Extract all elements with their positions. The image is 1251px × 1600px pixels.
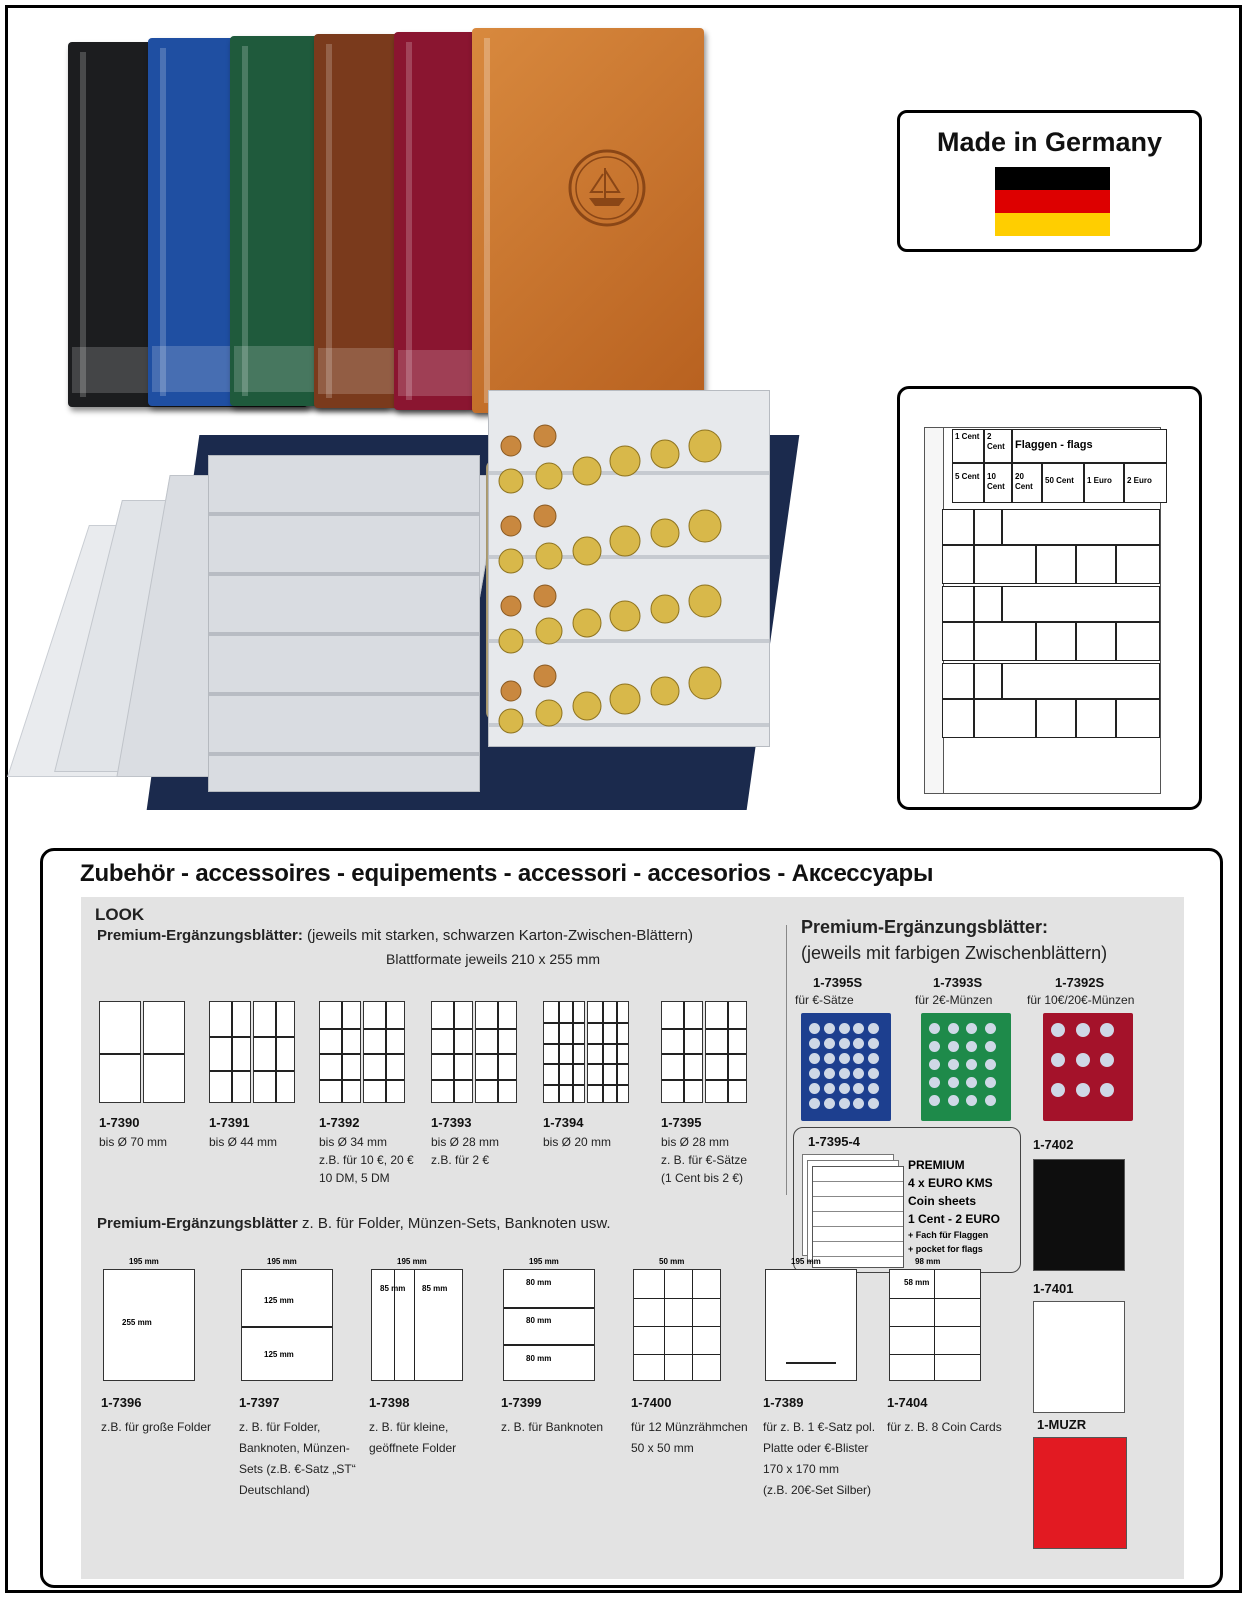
kms-code: 1-7395-4 bbox=[808, 1134, 861, 1149]
coin-sheet-diagram bbox=[897, 386, 1202, 810]
diagram-empty-cell bbox=[974, 509, 1002, 545]
diagram-empty-cell bbox=[1116, 699, 1160, 738]
sheet-1-7397 bbox=[241, 1269, 333, 1381]
coin-slot bbox=[948, 1095, 959, 1106]
binder-tan bbox=[472, 28, 704, 413]
sheet-1-7394 bbox=[543, 997, 633, 1107]
coin-slot bbox=[966, 1077, 977, 1088]
coin-slot bbox=[1100, 1083, 1114, 1097]
coin-slot bbox=[839, 1038, 850, 1049]
coin-slot bbox=[985, 1023, 996, 1034]
coin-slot bbox=[985, 1077, 996, 1088]
bottom-sheet-desc-line: z. B. für Folder, bbox=[239, 1420, 321, 1434]
top-sheet-code: 1-7394 bbox=[543, 1115, 584, 1130]
coin-slot bbox=[824, 1023, 835, 1034]
diagram-cell-1-euro: 1 Euro bbox=[1084, 463, 1124, 503]
coin-slot bbox=[966, 1059, 977, 1070]
top-sheet-desc-line: bis Ø 34 mm bbox=[319, 1135, 388, 1149]
dimension-label: 195 mm bbox=[529, 1257, 559, 1266]
top-sheet-desc-line: bis Ø 70 mm bbox=[99, 1135, 168, 1149]
format-note: Blattformate jeweils 210 x 255 mm bbox=[386, 951, 600, 967]
kms-line-5: + Fach für Flaggen bbox=[908, 1230, 989, 1240]
coin-slot bbox=[1051, 1053, 1065, 1067]
sheet-1-7396 bbox=[103, 1269, 195, 1381]
bottom-sheet-code: 1-7397 bbox=[239, 1395, 280, 1410]
coin-slot bbox=[809, 1038, 820, 1049]
bottom-sheet-desc bbox=[501, 1417, 629, 1438]
diagram-empty-cell bbox=[974, 586, 1002, 622]
premium-note: (jeweils mit starken, schwarzen Karton-Zwischen-Blättern) bbox=[307, 927, 694, 944]
colored-sheet-1-7395S bbox=[801, 1013, 891, 1121]
colored-sheet-desc: für 10€/20€-Münzen bbox=[1027, 993, 1135, 1007]
sheet-1-7390 bbox=[99, 997, 189, 1107]
bottom-sheet-desc-line: geöffnete Folder bbox=[369, 1441, 457, 1455]
diagram-empty-strip bbox=[942, 663, 1160, 738]
premium-heading-line bbox=[97, 927, 693, 944]
made-in-germany-badge bbox=[897, 110, 1202, 252]
top-sheet-desc bbox=[99, 1133, 219, 1151]
coin-slot bbox=[868, 1068, 879, 1079]
interleave-black-sheet bbox=[1033, 1159, 1125, 1271]
top-sheet-desc-line: bis Ø 44 mm bbox=[209, 1135, 278, 1149]
german-flag-icon bbox=[995, 167, 1110, 236]
top-sheet-desc bbox=[319, 1133, 439, 1187]
second-note: z. B. für Folder, Münzen-Sets, Banknoten usw. bbox=[302, 1215, 611, 1232]
coin-slot bbox=[966, 1041, 977, 1052]
coin-slot bbox=[853, 1068, 864, 1079]
sheet-1-7389 bbox=[765, 1269, 857, 1381]
kms-line-2: 4 x EURO KMS bbox=[908, 1176, 993, 1190]
diagram-empty-cell bbox=[942, 509, 974, 545]
coin-slot bbox=[853, 1038, 864, 1049]
ship-emblem-icon bbox=[567, 148, 647, 228]
diagram-empty-cell bbox=[942, 699, 974, 738]
kms-line-4: 1 Cent - 2 EURO bbox=[908, 1212, 1001, 1226]
dimension-label: 195 mm bbox=[267, 1257, 297, 1266]
coin-slot bbox=[853, 1053, 864, 1064]
bottom-sheet-desc-line: (z.B. 20€-Set Silber) bbox=[763, 1483, 872, 1497]
inner-dimension: 80 mm bbox=[526, 1316, 552, 1325]
bottom-sheet-code: 1-7396 bbox=[101, 1395, 142, 1410]
diagram-empty-cell bbox=[942, 586, 974, 622]
coin-slot bbox=[1076, 1053, 1090, 1067]
top-sheet-desc bbox=[209, 1133, 329, 1151]
top-sheet-desc-line: bis Ø 20 mm bbox=[543, 1135, 612, 1149]
coin-slot bbox=[948, 1077, 959, 1088]
diagram-empty-cell bbox=[942, 663, 974, 699]
right-heading: Premium-Ergänzungsblätter: bbox=[801, 917, 1049, 937]
inner-dimension: 85 mm bbox=[380, 1284, 406, 1293]
bottom-sheet-desc-line: 170 x 170 mm bbox=[763, 1462, 840, 1476]
coin-slot bbox=[929, 1041, 940, 1052]
coin-slot bbox=[929, 1023, 940, 1034]
coin-slot bbox=[809, 1098, 820, 1109]
bottom-sheet-code: 1-7404 bbox=[887, 1395, 928, 1410]
bottom-sheet-code: 1-7389 bbox=[763, 1395, 804, 1410]
coin-slot bbox=[839, 1023, 850, 1034]
diagram-empty-cell bbox=[1036, 545, 1076, 584]
top-sheet-code: 1-7395 bbox=[661, 1115, 702, 1130]
diagram-cell-50-cent: 50 Cent bbox=[1042, 463, 1084, 503]
coin-slot bbox=[809, 1068, 820, 1079]
inner-dimension: 125 mm bbox=[264, 1350, 294, 1359]
coin-slot bbox=[868, 1053, 879, 1064]
bottom-sheet-desc-line: für z. B. 8 Coin Cards bbox=[887, 1420, 1002, 1434]
bottom-sheet-desc-line: Sets (z.B. €-Satz „ST“ bbox=[239, 1462, 356, 1476]
coin-slot bbox=[1100, 1023, 1114, 1037]
bottom-sheet-code: 1-7400 bbox=[631, 1395, 672, 1410]
coin-slot bbox=[948, 1041, 959, 1052]
coin-slot bbox=[824, 1083, 835, 1094]
bottom-sheet-desc-line: Deutschland) bbox=[239, 1483, 310, 1497]
bottom-sheet-desc-line: z.B. für große Folder bbox=[101, 1420, 212, 1434]
colored-sheet-code: 1-7392S bbox=[1055, 975, 1105, 990]
diagram-cell-10-cent: 10 Cent bbox=[984, 463, 1012, 503]
coin-slot bbox=[809, 1083, 820, 1094]
bottom-sheet-desc-line: 50 x 50 mm bbox=[631, 1441, 694, 1455]
kms-box bbox=[793, 1127, 1021, 1273]
flag-stripe-gold bbox=[995, 213, 1110, 236]
dimension-label: 195 mm bbox=[397, 1257, 427, 1266]
interleave-red-sheet bbox=[1033, 1437, 1127, 1549]
coin-slot bbox=[985, 1041, 996, 1052]
colored-sheet-desc: für €-Sätze bbox=[795, 993, 854, 1007]
diagram-empty-cell bbox=[974, 545, 1036, 584]
coin-slot bbox=[809, 1023, 820, 1034]
second-heading: Premium-Ergänzungsblätter bbox=[97, 1215, 298, 1232]
brand-label: LOOK bbox=[95, 905, 145, 924]
coin-slot bbox=[824, 1038, 835, 1049]
coin-slot bbox=[853, 1083, 864, 1094]
diagram-empty-cell bbox=[1002, 509, 1160, 545]
dimension-label: 98 mm bbox=[915, 1257, 941, 1266]
top-sheet-desc-line: bis Ø 28 mm bbox=[661, 1135, 730, 1149]
top-sheet-desc-line: z.B. für 2 € bbox=[431, 1153, 490, 1167]
interleave-code-black: 1-7402 bbox=[1033, 1137, 1074, 1152]
top-sheet-desc-line: (1 Cent bis 2 €) bbox=[661, 1171, 744, 1185]
coin-slot bbox=[868, 1098, 879, 1109]
bottom-sheet-desc bbox=[763, 1417, 891, 1501]
coin-slot bbox=[1076, 1083, 1090, 1097]
bottom-sheet-desc bbox=[239, 1417, 367, 1501]
coin-slot bbox=[868, 1038, 879, 1049]
diagram-empty-cell bbox=[1116, 545, 1160, 584]
diagram-empty-cell bbox=[942, 545, 974, 584]
coin-slot bbox=[824, 1053, 835, 1064]
bottom-sheet-desc bbox=[369, 1417, 497, 1459]
bottom-sheet-desc-line: für 12 Münzrähmchen bbox=[631, 1420, 748, 1434]
accessories-panel bbox=[40, 848, 1223, 1588]
diagram-empty-strip bbox=[942, 509, 1160, 584]
sheet-1-7391 bbox=[209, 997, 299, 1107]
coin-slot bbox=[839, 1083, 850, 1094]
coin-slot bbox=[985, 1059, 996, 1070]
coin-slot bbox=[1051, 1083, 1065, 1097]
kms-line-3: Coin sheets bbox=[908, 1194, 977, 1208]
coin-slot bbox=[929, 1077, 940, 1088]
colored-sheet-code: 1-7395S bbox=[813, 975, 863, 990]
bottom-sheet-desc-line: z. B. für kleine, bbox=[369, 1420, 449, 1434]
diagram-cell-flags: Flaggen - flags bbox=[1012, 429, 1167, 463]
coin-slot bbox=[948, 1023, 959, 1034]
diagram-empty-cell bbox=[1116, 622, 1160, 661]
premium-heading: Premium-Ergänzungsblätter: bbox=[97, 927, 303, 944]
top-sheet-code: 1-7393 bbox=[431, 1115, 472, 1130]
diagram-empty-cell bbox=[1076, 622, 1116, 661]
diagram-cell-2-euro: 2 Euro bbox=[1124, 463, 1167, 503]
sheet-1-7393 bbox=[431, 997, 521, 1107]
sheet-1-7400 bbox=[633, 1269, 721, 1381]
inner-dimension: 80 mm bbox=[526, 1278, 552, 1287]
top-sheet-desc bbox=[543, 1133, 663, 1151]
dimension-label: 195 mm bbox=[791, 1257, 821, 1266]
diagram-empty-cell bbox=[1076, 699, 1116, 738]
coin-slot bbox=[948, 1059, 959, 1070]
sheet-1-7398 bbox=[371, 1269, 463, 1381]
diagram-empty-cell bbox=[974, 622, 1036, 661]
euro-coins-icon bbox=[489, 391, 769, 746]
diagram-empty-cell bbox=[1002, 586, 1160, 622]
coin-slot bbox=[853, 1098, 864, 1109]
coin-slot bbox=[839, 1068, 850, 1079]
diagram-empty-cell bbox=[1002, 663, 1160, 699]
top-sheet-desc-line: z.B. für 10 €, 20 € bbox=[319, 1153, 414, 1167]
sheet-1-7404 bbox=[889, 1269, 981, 1381]
bottom-sheet-code: 1-7399 bbox=[501, 1395, 542, 1410]
kms-line-6: + pocket for flags bbox=[908, 1244, 983, 1254]
top-sheet-desc bbox=[661, 1133, 781, 1187]
diagram-empty-cell bbox=[1036, 699, 1076, 738]
bottom-sheet-desc bbox=[631, 1417, 759, 1459]
coin-slot bbox=[839, 1098, 850, 1109]
top-sheet-desc-line: z. B. für €-Sätze bbox=[661, 1153, 748, 1167]
colored-sheet-1-7392S bbox=[1043, 1013, 1133, 1121]
coin-slot bbox=[809, 1053, 820, 1064]
diagram-empty-cell bbox=[1036, 622, 1076, 661]
top-sheet-code: 1-7390 bbox=[99, 1115, 140, 1130]
sheet-1-7392 bbox=[319, 997, 409, 1107]
bottom-sheet-desc-line: z. B. für Banknoten bbox=[501, 1420, 604, 1434]
sheet-1-7395 bbox=[661, 997, 751, 1107]
colored-sheet-1-7393S bbox=[921, 1013, 1011, 1121]
coin-slot bbox=[966, 1095, 977, 1106]
top-sheet-desc-line: 10 DM, 5 DM bbox=[319, 1171, 390, 1185]
coin-slot bbox=[1100, 1053, 1114, 1067]
coin-slot bbox=[929, 1095, 940, 1106]
diagram-cell-1-cent: 1 Cent bbox=[952, 429, 984, 463]
bottom-sheet-desc bbox=[101, 1417, 229, 1438]
coin-slot bbox=[868, 1083, 879, 1094]
diagram-empty-cell bbox=[974, 699, 1036, 738]
accessories-title: Zubehör - accessoires - equipements - accessori - accesorios - Аксессуары bbox=[80, 860, 934, 887]
inner-dimension: 58 mm bbox=[904, 1278, 930, 1287]
top-sheet-code: 1-7392 bbox=[319, 1115, 360, 1130]
bottom-sheet-code: 1-7398 bbox=[369, 1395, 410, 1410]
coin-slot bbox=[929, 1059, 940, 1070]
made-in-germany-text: Made in Germany bbox=[936, 127, 1163, 157]
coin-slot bbox=[985, 1095, 996, 1106]
bottom-sheet-desc-line: Banknoten, Münzen- bbox=[239, 1441, 350, 1455]
diagram-empty-cell bbox=[1076, 545, 1116, 584]
colored-sheet-code: 1-7393S bbox=[933, 975, 983, 990]
coin-slot bbox=[824, 1098, 835, 1109]
inner-dimension: 125 mm bbox=[264, 1296, 294, 1305]
inner-dimension: 85 mm bbox=[422, 1284, 448, 1293]
dimension-label: 195 mm bbox=[129, 1257, 159, 1266]
diagram-empty-cell bbox=[974, 663, 1002, 699]
diagram-empty-strip bbox=[942, 586, 1160, 661]
top-sheet-code: 1-7391 bbox=[209, 1115, 250, 1130]
top-sheet-desc bbox=[431, 1133, 551, 1169]
diagram-cell-20-cent: 20 Cent bbox=[1012, 463, 1042, 503]
coin-slot bbox=[1051, 1023, 1065, 1037]
interleave-code-red: 1-MUZR bbox=[1037, 1417, 1087, 1432]
interleave-white-sheet bbox=[1033, 1301, 1125, 1413]
binders-photo bbox=[68, 22, 708, 417]
interleave-code-white: 1-7401 bbox=[1033, 1281, 1074, 1296]
coin-slot bbox=[868, 1023, 879, 1034]
bottom-sheet-desc bbox=[887, 1417, 1015, 1438]
second-heading-line bbox=[97, 1215, 611, 1232]
diagram-cell-2-cent: 2 Cent bbox=[984, 429, 1012, 463]
kms-line-1: PREMIUM bbox=[908, 1158, 965, 1172]
coin-slot bbox=[839, 1053, 850, 1064]
dimension-label: 50 mm bbox=[659, 1257, 685, 1266]
kms-sheets-thumbnail bbox=[802, 1154, 902, 1266]
flag-stripe-red bbox=[995, 190, 1110, 213]
colored-sheet-desc: für 2€-Münzen bbox=[915, 993, 993, 1007]
coin-slot bbox=[824, 1068, 835, 1079]
diagram-cell-5-cent: 5 Cent bbox=[952, 463, 984, 503]
inner-dimension: 255 mm bbox=[122, 1318, 152, 1327]
inner-dimension: 80 mm bbox=[526, 1354, 552, 1363]
diagram-empty-cell bbox=[942, 622, 974, 661]
accessories-catalog bbox=[81, 897, 1184, 1579]
coin-slot bbox=[853, 1023, 864, 1034]
flag-stripe-black bbox=[995, 167, 1110, 190]
sheet-1-7399 bbox=[503, 1269, 595, 1381]
top-sheet-desc-line: bis Ø 28 mm bbox=[431, 1135, 500, 1149]
bottom-sheet-desc-line: für z. B. 1 €-Satz pol. bbox=[763, 1420, 876, 1434]
right-note: (jeweils mit farbigen Zwischenblättern) bbox=[801, 943, 1108, 963]
coin-slot bbox=[1076, 1023, 1090, 1037]
coin-slot bbox=[966, 1023, 977, 1034]
bottom-sheet-desc-line: Platte oder €-Blister bbox=[763, 1441, 869, 1455]
album-with-sheets-photo bbox=[48, 380, 818, 820]
